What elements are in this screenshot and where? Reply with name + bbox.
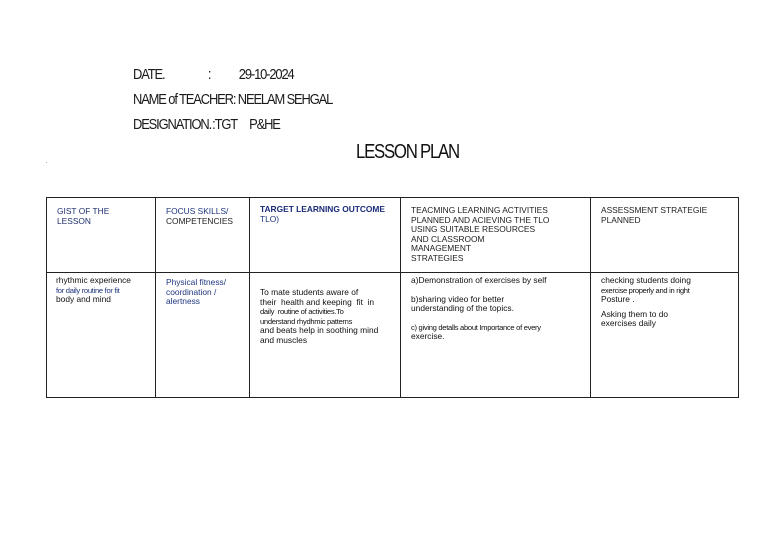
cell-focus: Physical fitness/ coordination / alertness bbox=[156, 273, 250, 398]
header-assessment: ASSESSMENT STRATEGIE PLANNED bbox=[591, 198, 739, 273]
activity-b: b)sharing video for better understanding of the topics. bbox=[411, 293, 514, 314]
date-separator: : bbox=[207, 66, 211, 83]
date-label: DATE. bbox=[133, 66, 165, 83]
activity-c: c) giving detalls about Importance of every exercise. bbox=[411, 322, 541, 342]
date-value: 29-10-2024 bbox=[238, 66, 294, 83]
lesson-plan-table bbox=[46, 197, 739, 398]
table-row bbox=[47, 273, 739, 398]
table-header-row bbox=[47, 198, 739, 273]
designation-value: :TGT P&HE bbox=[212, 116, 280, 133]
date-line bbox=[133, 66, 294, 83]
designation-label: DESIGNATION. bbox=[133, 116, 212, 133]
header-activities: TEACMING LEARNING ACTIVITIES PLANNED AND ACIEVING THE TLO USING SUITABLE RESOURCES AND CLASSROOM MANAGEMENT STRATEGIES bbox=[401, 198, 591, 273]
assessment-1: checking students doing exercise properly and in right Posture . bbox=[601, 275, 691, 305]
header-target: TARGET LEARNING OUTCOME TLO) bbox=[250, 198, 401, 273]
cell-activities bbox=[401, 273, 591, 398]
activity-a: a)Demonstration of exercises by self bbox=[411, 275, 547, 285]
designation-line bbox=[133, 116, 280, 133]
cell-target: To mate students aware of their health and keeping fit in daily routine of activities.To understand rhydhmic patterns and beats help in soothing mind and muscles bbox=[250, 273, 401, 398]
header-gist: GIST OF THE LESSON bbox=[47, 198, 156, 273]
header-focus: FOCUS SKILLS/ COMPETENCIES bbox=[156, 198, 250, 273]
cell-assessment bbox=[591, 273, 739, 398]
stray-dot bbox=[46, 162, 47, 163]
cell-gist: rhythmic experience for daily routine for fit body and mind bbox=[47, 273, 156, 398]
assessment-2: Asking them to do exercises daily bbox=[601, 308, 669, 329]
teacher-line: NAME of TEACHER: NEELAM SEHGAL bbox=[133, 91, 333, 108]
page-title: LESSON PLAN bbox=[356, 141, 459, 163]
